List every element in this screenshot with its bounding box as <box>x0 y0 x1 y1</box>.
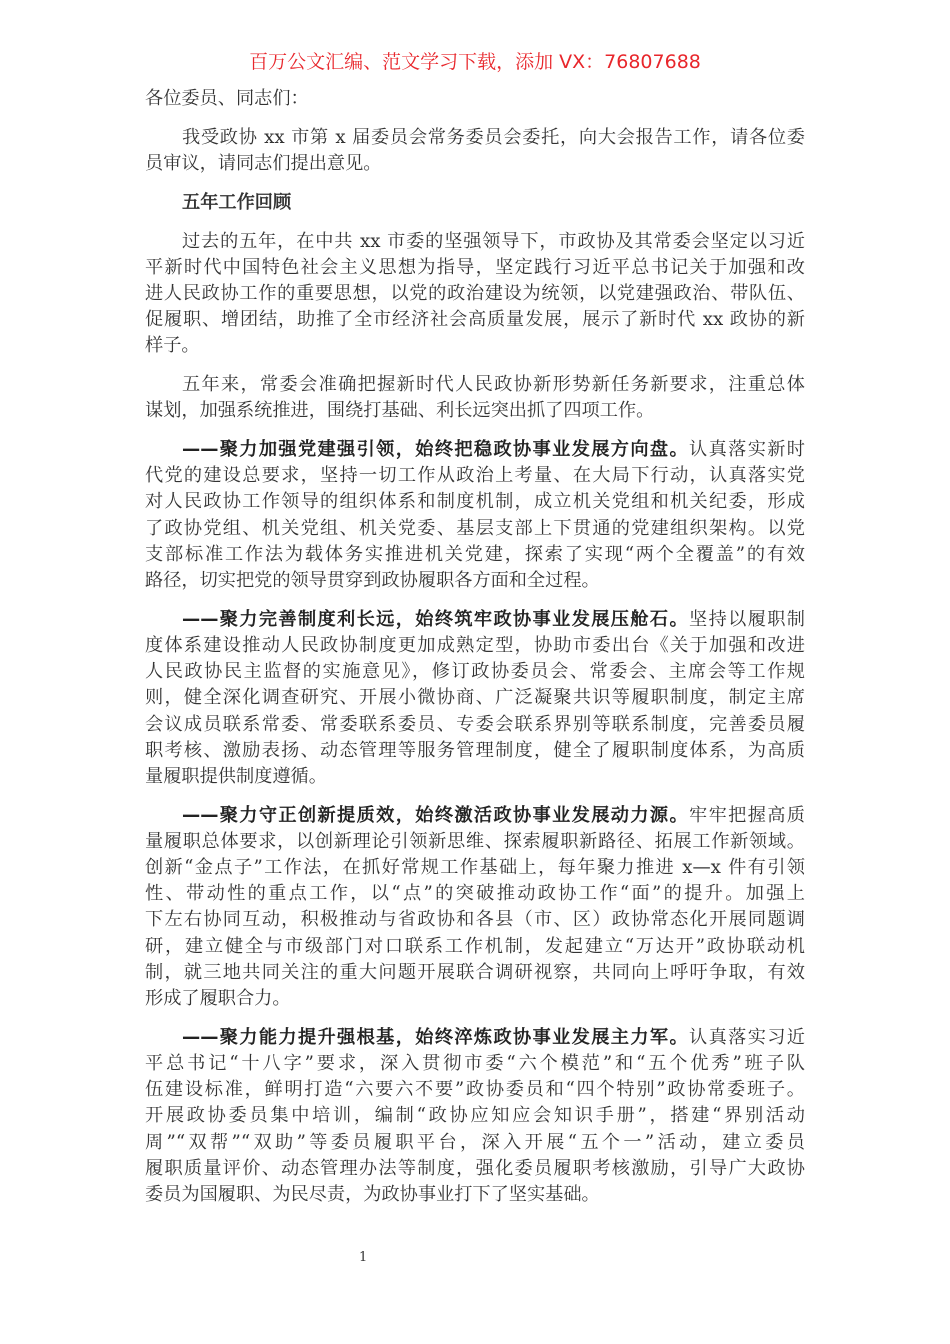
paragraph-line: 伍建设标准，鲜明打造“六要六不要”政协委员和“四个特别”政协常委班子。 <box>145 1079 805 1101</box>
paragraph-line: 代党的建设总要求，坚持一切工作从政治上考量、在大局下行动，认真落实党 <box>145 465 805 487</box>
paragraph-line: 了政协党组、机关党组、机关党委、基层支部上下贯通的党建组织架构。以党 <box>145 517 805 539</box>
paragraph <box>145 803 805 1013</box>
paragraph-line: 平总书记“十八字”要求，深入贯彻市委“六个模范”和“五个优秀”班子队 <box>145 1052 805 1074</box>
paragraph-lead: ——聚力加强党建强引领，始终把稳政协事业发展方向盘。 <box>182 439 690 461</box>
paragraph-line: 会议成员联系常委、常委联系委员、专委会联系界别等联系制度，完善委员履 <box>145 713 805 735</box>
section-heading <box>145 190 805 216</box>
paragraph-line: 量履职总体要求，以创新理论引领新思维、探索履职新路径、拓展工作新领域。 <box>145 830 805 852</box>
paragraph <box>145 607 805 790</box>
document-body <box>145 86 805 1221</box>
paragraph <box>145 372 805 424</box>
watermark-banner: 百万公文汇编、范文学习下载，添加 VX：76807688 <box>249 51 701 73</box>
paragraph-line: 进人民政协工作的重要思想，以党的政治建设为统领，以党建强政治、带队伍、 <box>145 282 805 304</box>
page-number: 1 <box>359 1250 368 1265</box>
paragraph <box>145 1025 805 1208</box>
paragraph-line: 研，建立健全与市级部门对口联系工作机制，发起建立“万达开”政协联动机 <box>145 935 805 957</box>
paragraph-line: 对人民政协工作领导的组织体系和制度机制，成立机关党组和机关纪委，形成 <box>145 491 805 513</box>
paragraph <box>145 229 805 360</box>
paragraph-line: 度体系建设推动人民政协制度更加成熟定型，协助市委出台《关于加强和改进 <box>145 634 805 656</box>
paragraph <box>145 125 805 177</box>
paragraph-lead: ——聚力守正创新提质效，始终激活政协事业发展动力源。 <box>182 804 690 826</box>
paragraph-line: 量履职提供制度遵循。 <box>145 765 327 787</box>
paragraph-line: 形成了履职合力。 <box>145 987 291 1009</box>
greeting: 各位委员、同志们： <box>145 88 309 109</box>
paragraph-line: 则，健全深化调查研究、开展小微协商、广泛凝聚共识等履职制度，制定主席 <box>145 687 805 709</box>
paragraph-line <box>145 437 805 463</box>
paragraph-line: 员审议，请同志们提出意见。 <box>145 152 382 174</box>
paragraph-line: 履职质量评价、动态管理办法等制度，强化委员履职考核激励，引导广大政协 <box>145 1157 805 1179</box>
paragraph-text: 坚持以履职制 <box>689 608 805 630</box>
paragraph-line: 过去的五年，在中共 xx 市委的坚强领导下，市政协及其常委会坚定以习近 <box>182 230 805 252</box>
paragraph-line: 样子。 <box>145 335 200 357</box>
paragraph-line: 促履职、增团结，助推了全市经济社会高质量发展，展示了新时代 xx 政协的新 <box>145 309 805 331</box>
paragraph-line: 制，就三地共同关注的重大问题开展联合调研视察，共同向上呼吁争取，有效 <box>145 961 805 983</box>
paragraph-line: 周”“双帮”“双助”等委员履职平台，深入开展“五个一”活动，建立委员 <box>145 1131 805 1153</box>
paragraph-line: 创新“金点子”工作法，在抓好常规工作基础上，每年聚力推进 x—x 件有引领 <box>145 857 805 879</box>
paragraph-line: 人民政协民主监督的实施意见》，修订政协委员会、常委会、主席会等工作规 <box>145 661 805 683</box>
paragraph <box>145 437 805 594</box>
paragraph-line: 下左右协同互动，积极推动与省政协和各县（市、区）政协常态化开展同题调 <box>145 909 805 931</box>
paragraph-lead: ——聚力能力提升强根基，始终淬炼政协事业发展主力军。 <box>182 1026 690 1048</box>
paragraph-line: 委员为国履职、为民尽责，为政协事业打下了坚实基础。 <box>145 1183 600 1205</box>
paragraph-line <box>145 1025 805 1051</box>
paragraph-line <box>145 607 805 633</box>
section-heading-text: 五年工作回顾 <box>182 191 292 213</box>
paragraph-line: 支部标准工作法为载体务实推进机关党建，探索了实现“两个全覆盖”的有效 <box>145 543 805 565</box>
paragraph-line: 谋划，加强系统推进，围绕打基础、利长远突出抓了四项工作。 <box>145 400 655 422</box>
paragraph-line: 我受政协 xx 市第 x 届委员会常务委员会委托，向大会报告工作，请各位委 <box>182 126 805 148</box>
paragraph-line: 平新时代中国特色社会主义思想为指导，坚定践行习近平总书记关于加强和改 <box>145 256 805 278</box>
paragraph-line: 性、带动性的重点工作，以“点”的突破推动政协工作“面”的提升。加强上 <box>145 883 805 905</box>
paragraph-line: 五年来，常委会准确把握新时代人民政协新形势新任务新要求，注重总体 <box>182 374 805 396</box>
paragraph-text: 牢牢把握高质 <box>689 804 805 826</box>
paragraph-line: 职考核、激励表扬、动态管理等服务管理制度，健全了履职制度体系，为高质 <box>145 739 805 761</box>
paragraph-text: 认真落实习近 <box>689 1026 805 1048</box>
paragraph-text: 认真落实新时 <box>689 439 805 461</box>
paragraph-line: 开展政协委员集中培训，编制“政协应知应会知识手册”，搭建“界别活动 <box>145 1105 805 1127</box>
paragraph-line <box>145 803 805 829</box>
paragraph-line: 路径，切实把党的领导贯穿到政协履职各方面和全过程。 <box>145 569 600 591</box>
paragraph-lead: ——聚力完善制度利长远，始终筑牢政协事业发展压舱石。 <box>182 608 690 630</box>
